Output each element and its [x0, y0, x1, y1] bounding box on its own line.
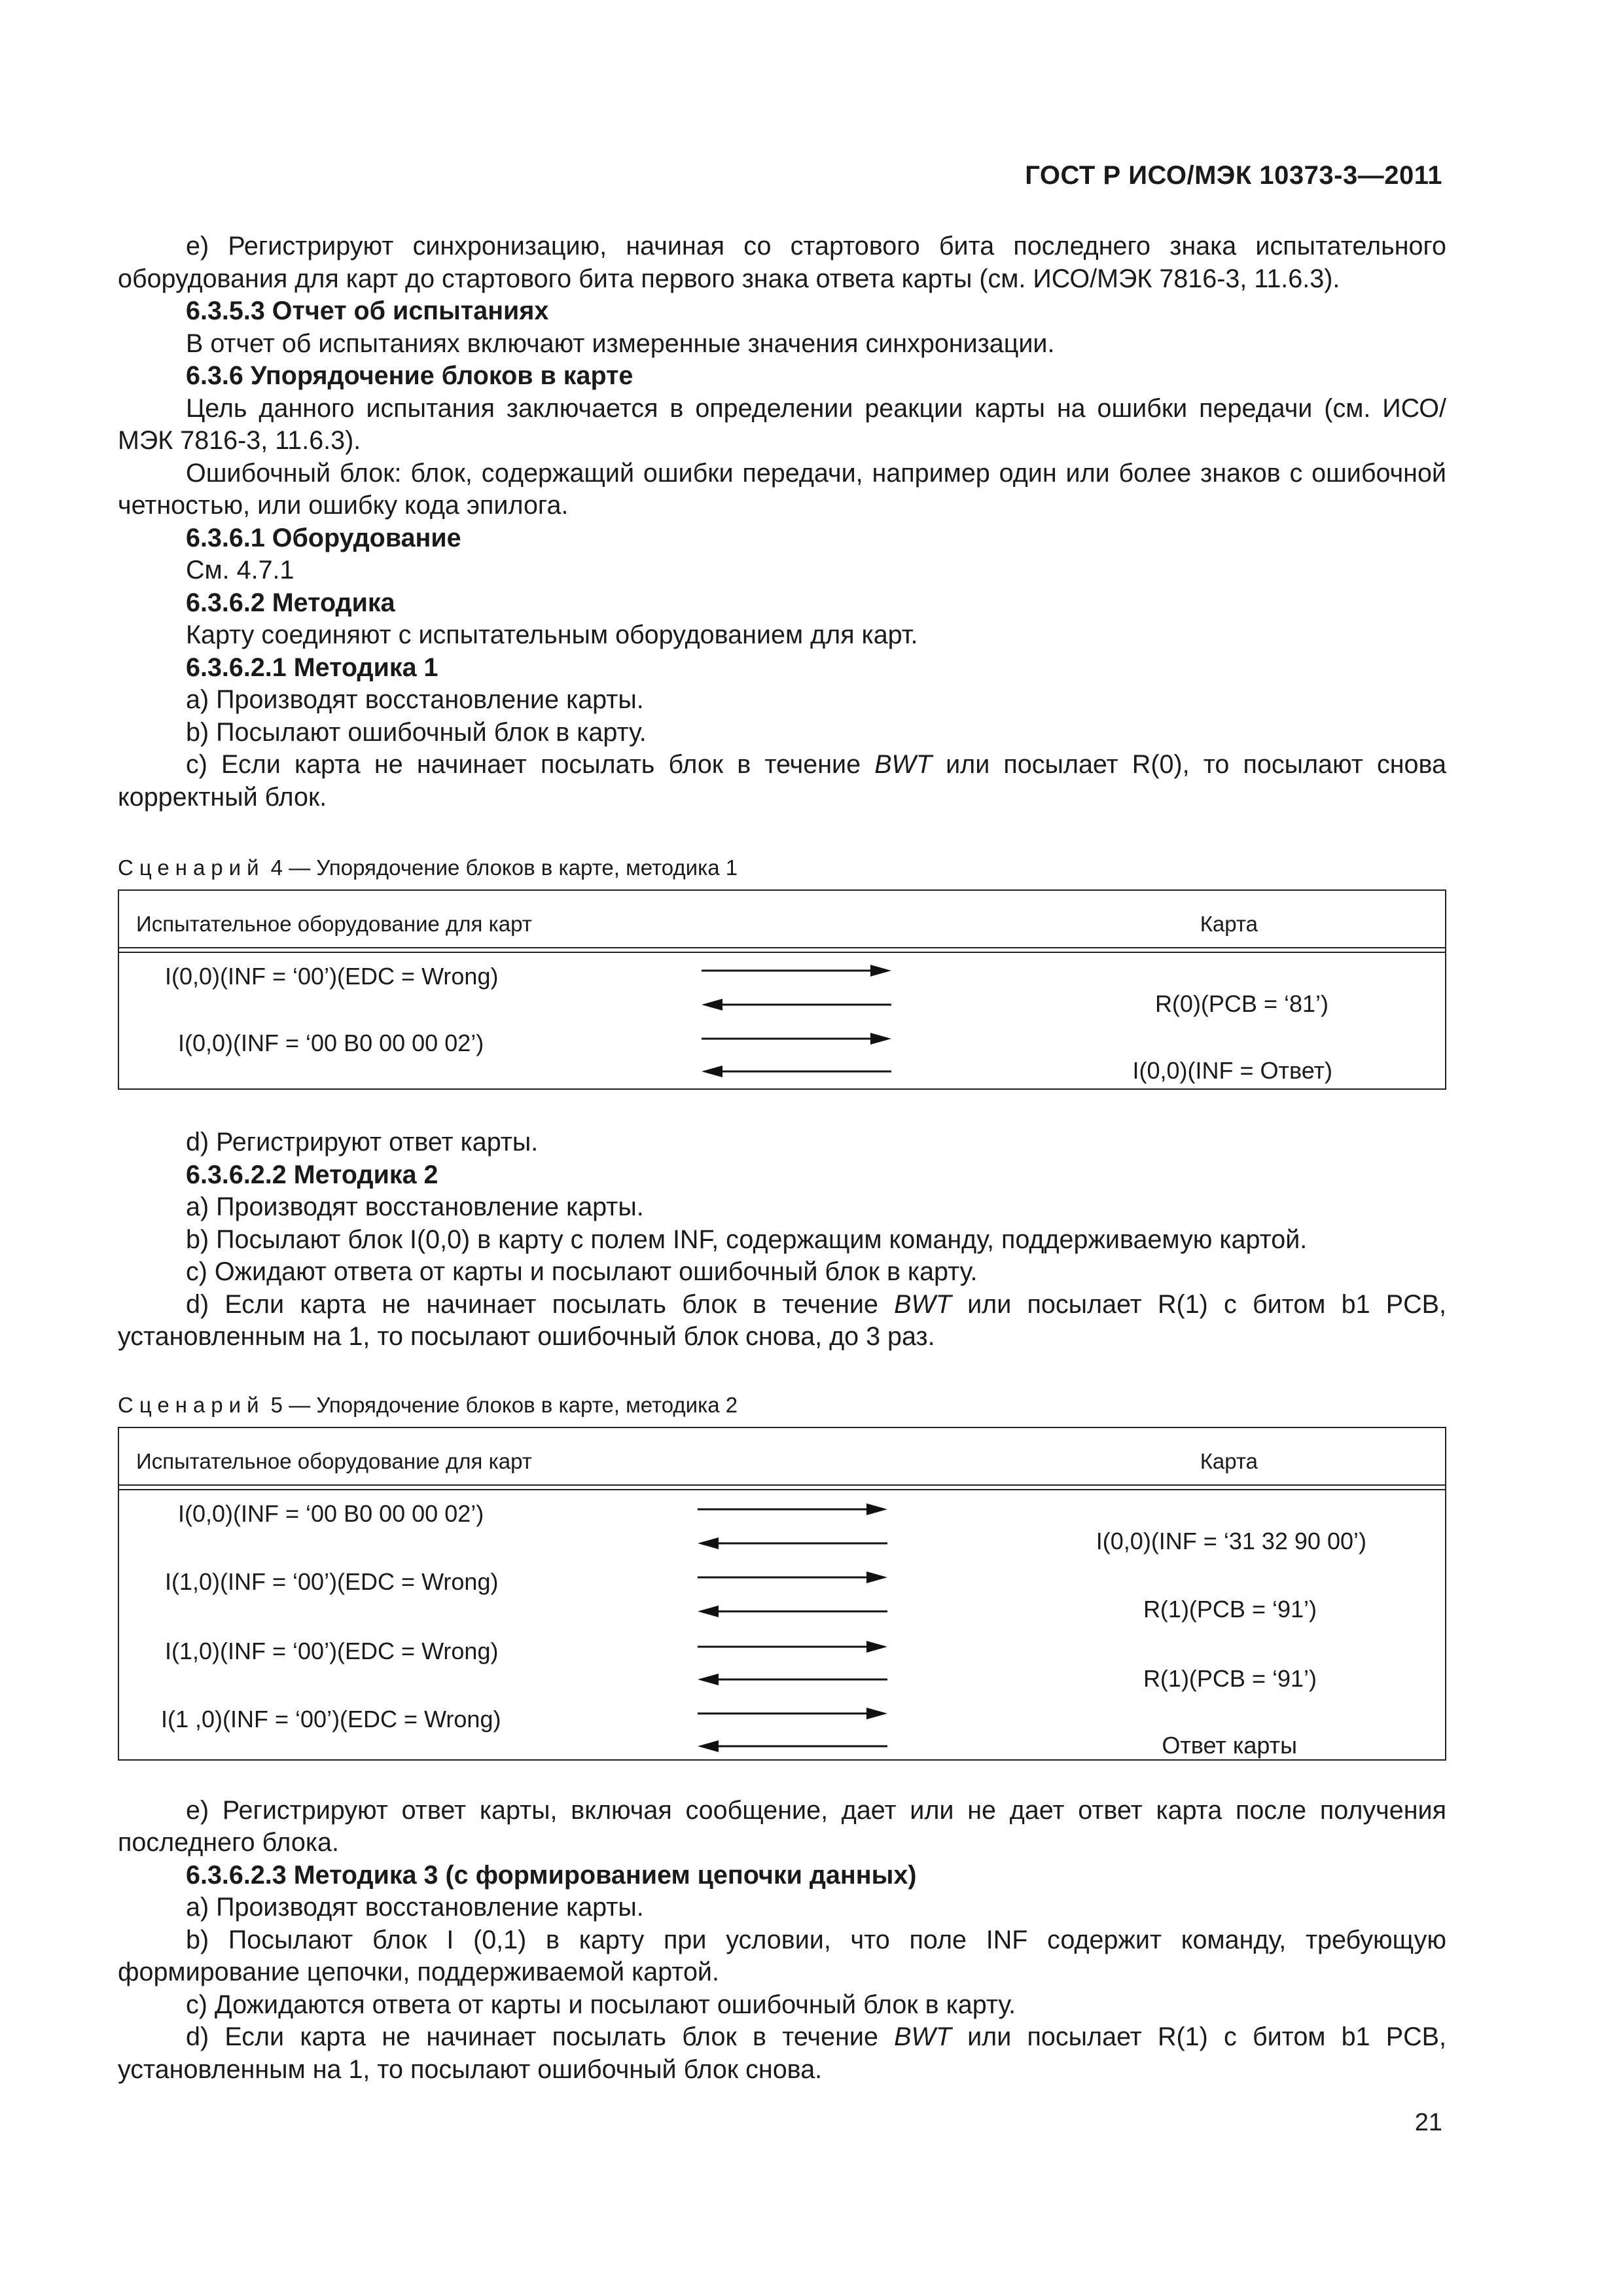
scenario-4-caption-word: Сценарий [118, 855, 265, 880]
bwt-term: BWT [894, 2022, 952, 2051]
scenario-4-right-msg-2: I(0,0)(INF = Ответ) [1132, 1057, 1332, 1084]
step-b-send-block: b) Посылают блок I(0,0) в карту с полем INF, содержащим команду, поддерживаемую картой. [186, 1225, 1308, 1254]
step-d-resend [118, 2021, 1446, 2086]
scenario-4-caption-rest: 4 — Упорядочение блоков в карте, методика 1 [264, 855, 738, 880]
bwt-term: BWT [894, 1289, 952, 1319]
section-heading-6-3-6-2-2: 6.3.6.2.2 Методика 2 [186, 1160, 438, 1189]
scenario-5-sequence [118, 1427, 1446, 1761]
paragraph-e-sync: e) Регистрируют синхронизацию, начиная со стартового бита последнего знака испытательного оборудования для карт до стартового бита первого знака ответа карты (см. ИСО/МЭК 7816-3, 11.6.3). [118, 232, 1446, 293]
step-b-chaining: b) Посылают блок I (0,1) в карту при условии, что поле INF содержит команду, требующую формирование цепочки, поддерживаемой картой. [118, 1925, 1446, 1986]
step-d-text-1: d) Если карта не начинает посылать блок в течение [186, 1289, 895, 1319]
scenario-5-col-left: Испытательное оборудование для карт [136, 1448, 532, 1473]
step-a-reset: a) Производят восстановление карты. [186, 685, 644, 714]
step-d3-text-1: d) Если карта не начинает посылать блок в течение [186, 2022, 895, 2051]
section-heading-6-3-5-3: 6.3.5.3 Отчет об испытаниях [186, 296, 549, 325]
arrow-left-to-equipment [702, 997, 891, 1013]
step-d-text-2: или посылает R(1) с битом b1 PCB, установленным на 1, то посылают ошибочный блок снова, до 3 раз. [118, 1289, 1447, 1351]
section-heading-6-3-6-2: 6.3.6.2 Методика [186, 588, 395, 617]
section-heading-6-3-6-2-3: 6.3.6.2.3 Методика 3 (с формированием цепочки данных) [186, 1860, 917, 1890]
arrow-right-to-card [698, 1639, 887, 1655]
arrow-left-to-equipment [698, 1672, 887, 1687]
section-heading-6-3-6-1: 6.3.6.1 Оборудование [186, 523, 461, 552]
step-c-text-2: или посылает R(0), то посылают снова корректный блок. [118, 750, 1446, 812]
scenario-5-right-msg-1: I(0,0)(INF = ‘31 32 90 00’) [1096, 1527, 1366, 1554]
paragraph-connect-card: Карту соединяют с испытательным оборудованием для карт. [186, 620, 918, 649]
step-d-repeat [118, 1289, 1446, 1354]
scenario-5-caption [118, 1391, 1446, 1427]
page-number: 21 [1414, 2109, 1442, 2136]
scenario-5-col-right: Карта [1200, 1448, 1258, 1473]
paragraph-error-block: Ошибочный блок: блок, содержащий ошибки передачи, например один или более знаков с ошибочной четностью, или ошибку кода эпилога. [118, 458, 1446, 520]
scenario-4-left-msg-1: I(0,0)(INF = ‘00’)(EDC = Wrong) [165, 963, 499, 990]
scenario-5-left-msg-3: I(1,0)(INF = ‘00’)(EDC = Wrong) [165, 1637, 499, 1664]
paragraph-see-4-7-1: См. 4.7.1 [186, 556, 294, 584]
scenario-4-col-right: Карта [1200, 912, 1258, 936]
section-heading-6-3-6: 6.3.6 Упорядочение блоков в карте [186, 361, 633, 390]
step-a-reset-2: a) Производят восстановление карты. [186, 1193, 644, 1221]
bwt-term: BWT [874, 750, 932, 779]
arrow-left-to-equipment [698, 1604, 887, 1619]
scenario-5-right-msg-3: R(1)(PCB = ‘91’) [1143, 1664, 1317, 1692]
scenario-5-caption-rest: 5 — Упорядочение блоков в карте, методика 2 [264, 1392, 738, 1417]
document-body [118, 230, 1446, 2086]
step-b-send-error: b) Посылают ошибочный блок в карту. [186, 717, 647, 747]
scenario-4-col-left: Испытательное оборудование для карт [136, 912, 532, 936]
scenario-5-right-msg-4: Ответ карты [1162, 1731, 1297, 1759]
step-c-wait: c) Ожидают ответа от карты и посылают ошибочный блок в карту. [186, 1257, 978, 1286]
scenario-4-caption [118, 854, 1446, 889]
standard-header: ГОСТ Р ИСО/МЭК 10373-3—2011 [1025, 161, 1442, 190]
arrow-right-to-card [698, 1706, 887, 1721]
step-c-await: c) Дожидаются ответа от карты и посылают ошибочный блок в карту. [186, 1990, 1016, 2019]
step-d-register: d) Регистрируют ответ карты. [186, 1128, 539, 1157]
scenario-5-left-msg-4: I(1 ,0)(INF = ‘00’)(EDC = Wrong) [161, 1705, 501, 1732]
scenario-4-sequence [118, 889, 1446, 1090]
paragraph-report: В отчет об испытаниях включают измеренные значения синхронизации. [186, 329, 1055, 358]
scenario-4-right-msg-1: R(0)(PCB = ‘81’) [1154, 990, 1329, 1017]
step-c-resend [118, 749, 1446, 814]
arrow-right-to-card [702, 1031, 891, 1047]
arrow-right-to-card [698, 1501, 887, 1517]
step-c-text-1: c) Если карта не начинает посылать блок в течение [186, 750, 875, 779]
arrow-left-to-equipment [702, 1064, 891, 1079]
section-heading-6-3-6-2-1: 6.3.6.2.1 Методика 1 [186, 653, 438, 682]
scenario-5-header [119, 1428, 1445, 1486]
arrow-right-to-card [698, 1570, 887, 1585]
scenario-5-caption-word: Сценарий [118, 1392, 265, 1417]
scenario-5-left-msg-2: I(1,0)(INF = ‘00’)(EDC = Wrong) [165, 1568, 499, 1595]
paragraph-purpose: Цель данного испытания заключается в определении реакции карты на ошибки передачи (см. ИСО/МЭК 7816-3, 11.6.3). [118, 393, 1446, 455]
step-d3-text-2: или посылает R(1) с битом b1 PCB, установленным на 1, то посылают ошибочный блок снова. [118, 2022, 1447, 2084]
arrow-right-to-card [702, 963, 891, 978]
step-a-reset-3: a) Производят восстановление карты. [186, 1893, 644, 1922]
step-e-register: e) Регистрируют ответ карты, включая сообщение, дает или не дает ответ карта после получения последнего блока. [118, 1795, 1446, 1857]
arrow-left-to-equipment [698, 1535, 887, 1551]
scenario-5-left-msg-1: I(0,0)(INF = ‘00 B0 00 00 02’) [178, 1499, 484, 1527]
scenario-5-right-msg-2: R(1)(PCB = ‘91’) [1143, 1595, 1317, 1623]
arrow-left-to-equipment [698, 1738, 887, 1754]
scenario-4-header [119, 891, 1445, 948]
scenario-4-left-msg-2: I(0,0)(INF = ‘00 B0 00 00 02’) [178, 1030, 484, 1056]
